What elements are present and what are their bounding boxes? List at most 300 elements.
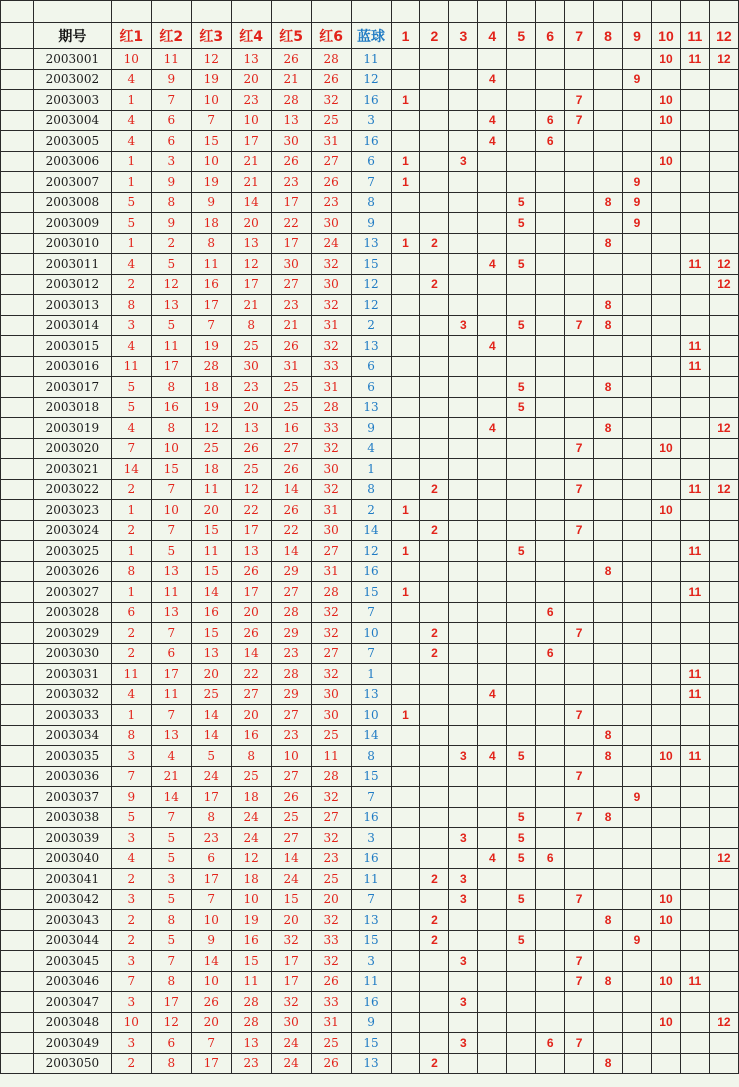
number-cell[interactable]: [536, 951, 565, 972]
empty-cell[interactable]: [449, 1, 478, 23]
number-cell[interactable]: [536, 377, 565, 398]
blue-ball-cell[interactable]: 7: [351, 643, 391, 664]
red-ball-cell[interactable]: 20: [311, 889, 351, 910]
number-cell[interactable]: [449, 254, 478, 275]
number-cell[interactable]: [536, 69, 565, 90]
number-hit-cell[interactable]: 5: [507, 746, 536, 767]
red-ball-cell[interactable]: 24: [271, 1053, 311, 1074]
number-cell[interactable]: [651, 459, 680, 480]
number-cell[interactable]: [449, 213, 478, 234]
number-hit-cell[interactable]: 2: [420, 233, 449, 254]
number-cell[interactable]: [507, 787, 536, 808]
red-ball-cell[interactable]: 27: [271, 438, 311, 459]
empty-cell[interactable]: [1, 930, 34, 951]
number-cell[interactable]: [680, 110, 709, 131]
number-cell[interactable]: [680, 766, 709, 787]
number-cell[interactable]: [507, 90, 536, 111]
number-cell[interactable]: [623, 746, 652, 767]
empty-cell[interactable]: [1, 90, 34, 111]
empty-cell[interactable]: [191, 1, 231, 23]
number-cell[interactable]: [709, 151, 738, 172]
number-hit-cell[interactable]: 7: [565, 951, 594, 972]
empty-cell[interactable]: [1, 746, 34, 767]
red-ball-cell[interactable]: 20: [231, 69, 271, 90]
number-hit-cell[interactable]: 8: [594, 377, 623, 398]
empty-cell[interactable]: [420, 1, 449, 23]
number-cell[interactable]: [565, 582, 594, 603]
red-ball-cell[interactable]: 17: [191, 869, 231, 890]
number-cell[interactable]: [565, 336, 594, 357]
number-cell[interactable]: [478, 233, 507, 254]
number-cell[interactable]: [420, 418, 449, 439]
red-ball-cell[interactable]: 3: [111, 889, 151, 910]
red-ball-cell[interactable]: 4: [111, 336, 151, 357]
red-ball-cell[interactable]: 8: [151, 418, 191, 439]
red-ball-cell[interactable]: 14: [271, 848, 311, 869]
number-cell[interactable]: [449, 541, 478, 562]
red-ball-cell[interactable]: 30: [311, 213, 351, 234]
empty-cell[interactable]: [1, 1012, 34, 1033]
number-cell[interactable]: [651, 951, 680, 972]
number-cell[interactable]: [478, 828, 507, 849]
number-hit-cell[interactable]: 1: [391, 500, 420, 521]
red-ball-cell[interactable]: 4: [151, 746, 191, 767]
period-cell[interactable]: 2003010: [33, 233, 111, 254]
number-hit-cell[interactable]: 8: [594, 561, 623, 582]
red-ball-cell[interactable]: 25: [231, 336, 271, 357]
red-ball-cell[interactable]: 7: [191, 889, 231, 910]
empty-cell[interactable]: [1, 869, 34, 890]
number-cell[interactable]: [709, 725, 738, 746]
red-ball-cell[interactable]: 12: [151, 274, 191, 295]
number-cell[interactable]: [623, 664, 652, 685]
number-hit-cell[interactable]: 10: [651, 151, 680, 172]
red-ball-cell[interactable]: 8: [111, 561, 151, 582]
number-hit-cell[interactable]: 1: [391, 172, 420, 193]
number-cell[interactable]: [478, 500, 507, 521]
red-ball-cell[interactable]: 32: [311, 828, 351, 849]
number-cell[interactable]: [449, 69, 478, 90]
empty-cell[interactable]: [507, 1, 536, 23]
number-cell[interactable]: [565, 377, 594, 398]
number-cell[interactable]: [594, 151, 623, 172]
number-cell[interactable]: [536, 397, 565, 418]
number-cell[interactable]: [594, 664, 623, 685]
red-ball-cell[interactable]: 15: [191, 623, 231, 644]
number-cell[interactable]: [391, 295, 420, 316]
number-cell[interactable]: [391, 110, 420, 131]
red-ball-cell[interactable]: 27: [311, 151, 351, 172]
empty-cell[interactable]: [1, 910, 34, 931]
red-ball-cell[interactable]: 32: [311, 254, 351, 275]
red-ball-cell[interactable]: 12: [191, 418, 231, 439]
number-hit-cell[interactable]: 4: [478, 110, 507, 131]
number-hit-cell[interactable]: 7: [565, 766, 594, 787]
number-cell[interactable]: [623, 992, 652, 1013]
empty-cell[interactable]: [1, 602, 34, 623]
number-hit-cell[interactable]: 2: [420, 869, 449, 890]
red-ball-cell[interactable]: 8: [231, 746, 271, 767]
number-cell[interactable]: [680, 213, 709, 234]
number-hit-cell[interactable]: 4: [478, 336, 507, 357]
empty-cell[interactable]: [1, 992, 34, 1013]
red-ball-cell[interactable]: 23: [231, 90, 271, 111]
period-cell[interactable]: 2003038: [33, 807, 111, 828]
number-cell[interactable]: [478, 295, 507, 316]
number-cell[interactable]: [680, 90, 709, 111]
red-ball-cell[interactable]: 8: [151, 192, 191, 213]
number-hit-cell[interactable]: 3: [449, 828, 478, 849]
number-cell[interactable]: [651, 131, 680, 152]
red-ball-cell[interactable]: 2: [111, 623, 151, 644]
period-cell[interactable]: 2003021: [33, 459, 111, 480]
red-ball-cell[interactable]: 28: [191, 356, 231, 377]
red-ball-cell[interactable]: 25: [311, 869, 351, 890]
red-ball-cell[interactable]: 12: [231, 254, 271, 275]
number-cell[interactable]: [449, 623, 478, 644]
red-ball-cell[interactable]: 4: [111, 848, 151, 869]
number-cell[interactable]: [594, 49, 623, 70]
number-cell[interactable]: [709, 992, 738, 1013]
number-cell[interactable]: [420, 602, 449, 623]
number-cell[interactable]: [449, 459, 478, 480]
number-cell[interactable]: [623, 848, 652, 869]
number-cell[interactable]: [594, 848, 623, 869]
number-hit-cell[interactable]: 8: [594, 807, 623, 828]
red-ball-cell[interactable]: 5: [151, 541, 191, 562]
empty-cell[interactable]: [311, 1, 351, 23]
red-ball-cell[interactable]: 26: [271, 151, 311, 172]
number-cell[interactable]: [536, 971, 565, 992]
number-hit-cell[interactable]: 10: [651, 49, 680, 70]
number-cell[interactable]: [391, 1012, 420, 1033]
number-cell[interactable]: [536, 664, 565, 685]
number-hit-cell[interactable]: 2: [420, 274, 449, 295]
number-cell[interactable]: [536, 418, 565, 439]
red-ball-cell[interactable]: 9: [151, 69, 191, 90]
red-ball-cell[interactable]: 28: [271, 664, 311, 685]
number-cell[interactable]: [680, 705, 709, 726]
period-cell[interactable]: 2003048: [33, 1012, 111, 1033]
number-hit-cell[interactable]: 4: [478, 684, 507, 705]
red-ball-cell[interactable]: 12: [191, 49, 231, 70]
empty-cell[interactable]: [1, 69, 34, 90]
number-cell[interactable]: [536, 1012, 565, 1033]
number-cell[interactable]: [565, 992, 594, 1013]
number-hit-cell[interactable]: 5: [507, 807, 536, 828]
empty-cell[interactable]: [1, 664, 34, 685]
red-ball-cell[interactable]: 31: [271, 356, 311, 377]
number-cell[interactable]: [709, 459, 738, 480]
red-ball-cell[interactable]: 19: [231, 910, 271, 931]
red-ball-cell[interactable]: 17: [231, 131, 271, 152]
red-ball-cell[interactable]: 26: [271, 787, 311, 808]
number-cell[interactable]: [623, 807, 652, 828]
red-ball-cell[interactable]: 28: [231, 992, 271, 1013]
empty-cell[interactable]: [1, 23, 34, 49]
number-cell[interactable]: [565, 192, 594, 213]
number-hit-cell[interactable]: 9: [623, 69, 652, 90]
red-ball-cell[interactable]: 1: [111, 151, 151, 172]
number-cell[interactable]: [623, 479, 652, 500]
number-cell[interactable]: [623, 561, 652, 582]
number-hit-cell[interactable]: 7: [565, 479, 594, 500]
number-cell[interactable]: [594, 705, 623, 726]
period-cell[interactable]: 2003042: [33, 889, 111, 910]
number-cell[interactable]: [449, 725, 478, 746]
red-ball-cell[interactable]: 3: [111, 1033, 151, 1054]
number-cell[interactable]: [651, 992, 680, 1013]
red-ball-cell[interactable]: 15: [191, 131, 231, 152]
blue-ball-cell[interactable]: 8: [351, 479, 391, 500]
empty-cell[interactable]: [1, 1, 34, 23]
red-ball-cell[interactable]: 26: [271, 49, 311, 70]
red-ball-cell[interactable]: 23: [271, 172, 311, 193]
red-ball-cell[interactable]: 13: [231, 49, 271, 70]
number-cell[interactable]: [651, 192, 680, 213]
number-cell[interactable]: [709, 643, 738, 664]
red-ball-cell[interactable]: 5: [151, 828, 191, 849]
red-ball-cell[interactable]: 12: [231, 479, 271, 500]
number-cell[interactable]: [507, 1053, 536, 1074]
red-ball-cell[interactable]: 6: [151, 131, 191, 152]
number-cell[interactable]: [420, 151, 449, 172]
empty-cell[interactable]: [1, 725, 34, 746]
number-cell[interactable]: [536, 90, 565, 111]
red-ball-cell[interactable]: 11: [151, 582, 191, 603]
number-hit-cell[interactable]: 8: [594, 746, 623, 767]
number-hit-cell[interactable]: 5: [507, 541, 536, 562]
number-hit-cell[interactable]: 12: [709, 418, 738, 439]
number-cell[interactable]: [478, 623, 507, 644]
number-cell[interactable]: [420, 254, 449, 275]
number-cell[interactable]: [709, 766, 738, 787]
number-cell[interactable]: [709, 541, 738, 562]
number-cell[interactable]: [709, 602, 738, 623]
red-ball-cell[interactable]: 20: [231, 397, 271, 418]
red-ball-cell[interactable]: 11: [231, 971, 271, 992]
red-ball-cell[interactable]: 20: [231, 213, 271, 234]
number-cell[interactable]: [391, 520, 420, 541]
number-cell[interactable]: [391, 951, 420, 972]
red-ball-cell[interactable]: 25: [191, 438, 231, 459]
red-ball-cell[interactable]: 12: [231, 848, 271, 869]
number-cell[interactable]: [565, 233, 594, 254]
red-ball-cell[interactable]: 22: [231, 500, 271, 521]
number-cell[interactable]: [391, 561, 420, 582]
number-cell[interactable]: [623, 889, 652, 910]
red-ball-cell[interactable]: 2: [111, 930, 151, 951]
number-cell[interactable]: [507, 1033, 536, 1054]
number-cell[interactable]: [391, 418, 420, 439]
red-ball-cell[interactable]: 32: [311, 910, 351, 931]
number-cell[interactable]: [478, 315, 507, 336]
red-ball-cell[interactable]: 28: [311, 766, 351, 787]
red-ball-5-header[interactable]: 红5: [271, 23, 311, 49]
red-ball-6-header[interactable]: 红6: [311, 23, 351, 49]
red-ball-cell[interactable]: 7: [151, 705, 191, 726]
number-cell[interactable]: [391, 192, 420, 213]
red-ball-cell[interactable]: 24: [231, 807, 271, 828]
number-hit-cell[interactable]: 3: [449, 992, 478, 1013]
empty-cell[interactable]: [1, 1033, 34, 1054]
number-cell[interactable]: [478, 438, 507, 459]
empty-cell[interactable]: [1, 49, 34, 70]
number-cell[interactable]: [449, 684, 478, 705]
period-cell[interactable]: 2003018: [33, 397, 111, 418]
empty-cell[interactable]: [623, 1, 652, 23]
red-ball-cell[interactable]: 1: [111, 90, 151, 111]
number-cell[interactable]: [391, 254, 420, 275]
number-4-header[interactable]: 4: [478, 23, 507, 49]
number-cell[interactable]: [651, 377, 680, 398]
period-cell[interactable]: 2003022: [33, 479, 111, 500]
number-hit-cell[interactable]: 2: [420, 1053, 449, 1074]
number-cell[interactable]: [709, 90, 738, 111]
red-ball-cell[interactable]: 17: [151, 992, 191, 1013]
number-cell[interactable]: [449, 582, 478, 603]
number-hit-cell[interactable]: 2: [420, 910, 449, 931]
red-ball-cell[interactable]: 10: [231, 110, 271, 131]
red-ball-cell[interactable]: 32: [311, 623, 351, 644]
number-cell[interactable]: [709, 500, 738, 521]
blue-ball-header[interactable]: 蓝球: [351, 23, 391, 49]
number-cell[interactable]: [391, 213, 420, 234]
red-ball-cell[interactable]: 11: [151, 49, 191, 70]
red-ball-cell[interactable]: 4: [111, 131, 151, 152]
number-cell[interactable]: [507, 705, 536, 726]
red-ball-cell[interactable]: 32: [311, 479, 351, 500]
number-cell[interactable]: [709, 336, 738, 357]
red-ball-cell[interactable]: 21: [271, 315, 311, 336]
red-ball-cell[interactable]: 1: [111, 541, 151, 562]
number-cell[interactable]: [536, 807, 565, 828]
number-cell[interactable]: [420, 69, 449, 90]
number-cell[interactable]: [391, 992, 420, 1013]
number-hit-cell[interactable]: 5: [507, 213, 536, 234]
red-ball-cell[interactable]: 27: [271, 274, 311, 295]
red-ball-cell[interactable]: 9: [111, 787, 151, 808]
number-cell[interactable]: [623, 459, 652, 480]
empty-cell[interactable]: [1, 520, 34, 541]
empty-cell[interactable]: [1, 315, 34, 336]
red-ball-cell[interactable]: 10: [191, 151, 231, 172]
number-cell[interactable]: [478, 705, 507, 726]
number-cell[interactable]: [420, 397, 449, 418]
number-cell[interactable]: [420, 828, 449, 849]
red-ball-cell[interactable]: 5: [151, 930, 191, 951]
number-cell[interactable]: [594, 1012, 623, 1033]
number-cell[interactable]: [449, 90, 478, 111]
number-hit-cell[interactable]: 9: [623, 192, 652, 213]
number-cell[interactable]: [507, 69, 536, 90]
red-ball-cell[interactable]: 27: [311, 643, 351, 664]
number-hit-cell[interactable]: 2: [420, 643, 449, 664]
empty-cell[interactable]: [391, 1, 420, 23]
number-cell[interactable]: [507, 295, 536, 316]
empty-cell[interactable]: [1, 377, 34, 398]
number-hit-cell[interactable]: 11: [680, 664, 709, 685]
red-ball-cell[interactable]: 10: [111, 1012, 151, 1033]
number-cell[interactable]: [478, 664, 507, 685]
number-cell[interactable]: [536, 930, 565, 951]
red-ball-cell[interactable]: 29: [271, 561, 311, 582]
red-ball-cell[interactable]: 26: [271, 459, 311, 480]
number-cell[interactable]: [623, 274, 652, 295]
number-cell[interactable]: [507, 643, 536, 664]
period-cell[interactable]: 2003050: [33, 1053, 111, 1074]
red-ball-cell[interactable]: 32: [271, 930, 311, 951]
number-cell[interactable]: [651, 397, 680, 418]
number-cell[interactable]: [420, 315, 449, 336]
number-cell[interactable]: [391, 664, 420, 685]
blue-ball-cell[interactable]: 3: [351, 110, 391, 131]
number-cell[interactable]: [449, 766, 478, 787]
number-cell[interactable]: [651, 561, 680, 582]
red-ball-1-header[interactable]: 红1: [111, 23, 151, 49]
number-cell[interactable]: [623, 766, 652, 787]
number-cell[interactable]: [709, 684, 738, 705]
red-ball-cell[interactable]: 5: [111, 377, 151, 398]
red-ball-cell[interactable]: 28: [231, 1012, 271, 1033]
blue-ball-cell[interactable]: 12: [351, 69, 391, 90]
empty-cell[interactable]: [1, 274, 34, 295]
number-cell[interactable]: [420, 889, 449, 910]
number-cell[interactable]: [420, 787, 449, 808]
red-ball-cell[interactable]: 6: [151, 643, 191, 664]
number-cell[interactable]: [651, 766, 680, 787]
red-ball-cell[interactable]: 18: [191, 377, 231, 398]
red-ball-cell[interactable]: 10: [191, 971, 231, 992]
number-cell[interactable]: [594, 254, 623, 275]
number-hit-cell[interactable]: 8: [594, 315, 623, 336]
red-ball-cell[interactable]: 23: [311, 848, 351, 869]
red-ball-cell[interactable]: 8: [111, 725, 151, 746]
number-hit-cell[interactable]: 12: [709, 479, 738, 500]
number-cell[interactable]: [449, 192, 478, 213]
number-cell[interactable]: [536, 315, 565, 336]
number-cell[interactable]: [391, 602, 420, 623]
number-cell[interactable]: [478, 397, 507, 418]
red-ball-cell[interactable]: 27: [231, 684, 271, 705]
red-ball-cell[interactable]: 6: [151, 110, 191, 131]
red-ball-cell[interactable]: 24: [231, 828, 271, 849]
number-hit-cell[interactable]: 12: [709, 274, 738, 295]
number-cell[interactable]: [565, 151, 594, 172]
number-cell[interactable]: [507, 336, 536, 357]
empty-cell[interactable]: [1, 254, 34, 275]
red-ball-cell[interactable]: 13: [151, 295, 191, 316]
red-ball-cell[interactable]: 1: [111, 233, 151, 254]
number-cell[interactable]: [651, 541, 680, 562]
number-cell[interactable]: [536, 828, 565, 849]
number-cell[interactable]: [709, 705, 738, 726]
red-ball-cell[interactable]: 31: [311, 315, 351, 336]
period-cell[interactable]: 2003033: [33, 705, 111, 726]
number-hit-cell[interactable]: 8: [594, 1053, 623, 1074]
number-cell[interactable]: [651, 705, 680, 726]
blue-ball-cell[interactable]: 7: [351, 889, 391, 910]
number-cell[interactable]: [478, 1012, 507, 1033]
red-ball-cell[interactable]: 6: [151, 1033, 191, 1054]
number-cell[interactable]: [478, 213, 507, 234]
number-hit-cell[interactable]: 11: [680, 356, 709, 377]
red-ball-cell[interactable]: 22: [271, 520, 311, 541]
red-ball-cell[interactable]: 10: [231, 889, 271, 910]
number-hit-cell[interactable]: 1: [391, 90, 420, 111]
blue-ball-cell[interactable]: 7: [351, 172, 391, 193]
number-cell[interactable]: [623, 500, 652, 521]
